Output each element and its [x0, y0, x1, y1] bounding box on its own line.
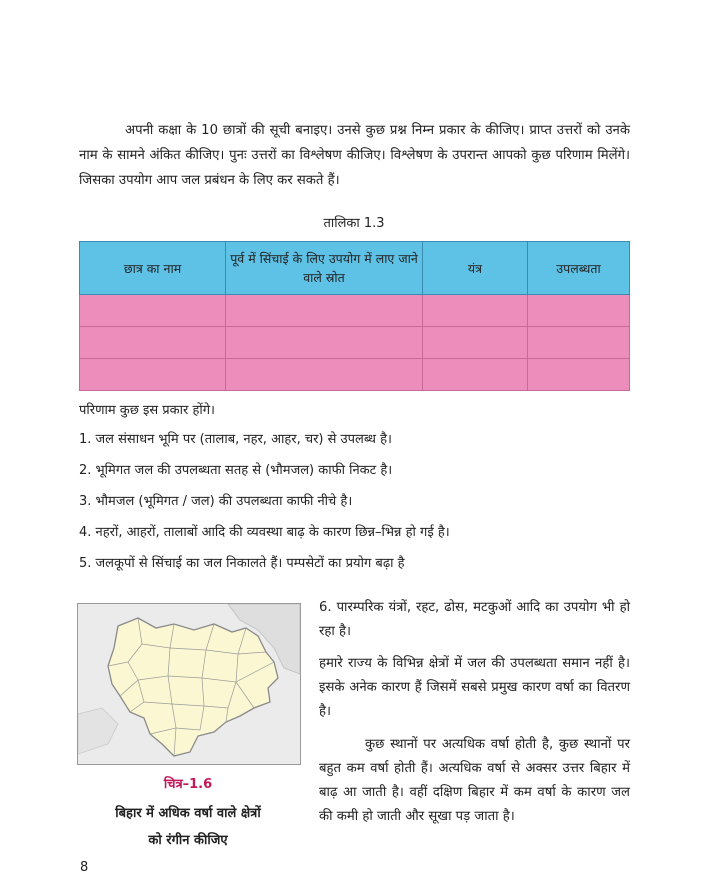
col-availability: उपलब्धता — [528, 242, 630, 295]
paragraph-flood-drought: कुछ स्थानों पर अत्यधिक वर्षा होती है, कुछ स्थानों पर बहुत कम वर्षा होती हैं। अत्यधिक वर्षा से अक्सर उत्तर बिहार में बाढ़ आ जाती है। वहीं दक्षिण बिहार में कम वर्षा के कारण जल की कमी हो जाती और सूखा पड़ जाता है। — [319, 737, 630, 824]
col-irrigation-source: पूर्व में सिंचाई के लिए उपयोग में लाए जाने वाले स्रोत — [226, 242, 423, 295]
result-item-3: 3. भौमजल (भूमिगत / जल) की उपलब्धता काफी नीचे है। — [79, 494, 353, 509]
result-item-5: 5. जलकूपों से सिंचाई का जल निकालते हैं। पम्पसेटों का प्रयोग बढ़ा है — [79, 556, 405, 571]
table-cell — [423, 295, 528, 327]
figure-caption-line-2: को रंगीन कीजिए — [148, 833, 228, 848]
col-equipment: यंत्र — [423, 242, 528, 295]
figure-caption — [77, 800, 299, 854]
col-student-name: छात्र का नाम — [80, 242, 226, 295]
table-header-row — [80, 242, 630, 295]
table-caption: तालिका 1.3 — [323, 216, 385, 231]
result-item-6: 6. पारम्परिक यंत्रों, रहट, ढोस, मटकुओं आदि का उपयोग भी हो रहा है। — [319, 600, 630, 639]
table-cell — [226, 327, 423, 359]
table-cell — [528, 327, 630, 359]
intro-text: अपनी कक्षा के 10 छात्रों की सूची बनाइए। उनसे कुछ प्रश्न निम्न प्रकार के कीजिए। प्राप्त उत्तरों को उनके नाम के सामने अंकित कीजिए। पुनः उत्तरों का विश्लेषण कीजिए। विश्लेषण के उपरान्त आपको कुछ परिणाम मिलेंगे। जिसका उपयोग आप जल प्रबंधन के लिए कर सकते हैं। — [79, 123, 630, 188]
table-cell — [423, 359, 528, 391]
figure-label: चित्र–1.6 — [163, 777, 213, 792]
results-title: परिणाम कुछ इस प्रकार होंगे। — [79, 403, 215, 418]
survey-table — [79, 241, 630, 391]
table-cell — [80, 295, 226, 327]
bihar-map-svg — [78, 604, 300, 764]
intro-paragraph — [79, 118, 630, 193]
page-number: 8 — [80, 860, 89, 875]
table-cell — [528, 295, 630, 327]
table-cell — [80, 327, 226, 359]
table-cell — [423, 327, 528, 359]
table-row — [80, 327, 630, 359]
table-row — [80, 295, 630, 327]
bihar-map — [77, 603, 301, 765]
result-item-1: 1. जल संसाधन भूमि पर (तालाब, नहर, आहर, चर) से उपलब्ध है। — [79, 432, 392, 447]
figure-caption-line-1: बिहार में अधिक वर्षा वाले क्षेत्रों — [115, 806, 261, 821]
table-cell — [226, 295, 423, 327]
table-row — [80, 359, 630, 391]
result-item-4: 4. नहरों, आहरों, तालाबों आदि की व्यवस्था बाढ़ के कारण छिन्न–भिन्न हो गई है। — [79, 525, 450, 540]
table-cell — [80, 359, 226, 391]
paragraph-rainfall-distribution: हमारे राज्य के विभिन्न क्षेत्रों में जल की उपलब्धता समान नहीं है। इसके अनेक कारण हैं जिसमें सबसे प्रमुख कारण वर्षा का वितरण है। — [319, 656, 630, 719]
table-cell — [226, 359, 423, 391]
result-item-2: 2. भूमिगत जल की उपलब्धता सतह से (भौमजल) काफी निकट है। — [79, 463, 393, 478]
table-cell — [528, 359, 630, 391]
